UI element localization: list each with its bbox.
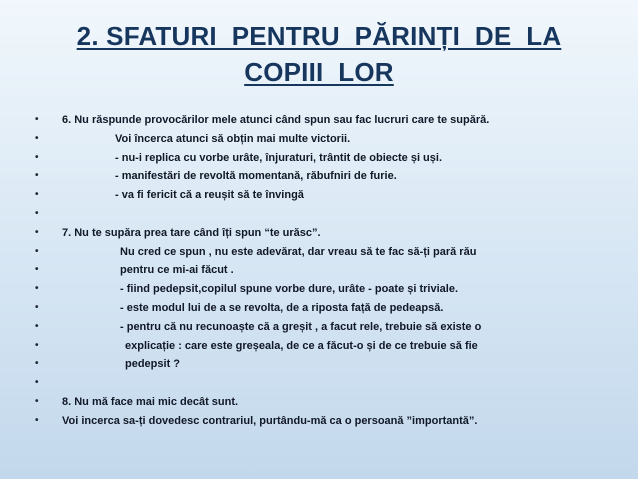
bullet-icon: •	[35, 226, 39, 238]
slide-title	[30, 18, 608, 90]
bullet-icon: •	[35, 207, 39, 219]
bullet-text: 6. Nu răspunde provocărilor mele atunci când spun sau fac lucruri care te supără.	[62, 114, 490, 126]
bullet-icon: •	[35, 245, 39, 257]
list-item	[0, 243, 638, 262]
bullet-icon: •	[35, 170, 39, 182]
bullet-text: Voi incerca sa-ți dovedesc contrariul, purtându-mă ca o persoană ”importantă”.	[62, 414, 478, 427]
title-line-1: 2. SFATURI PENTRU PĂRINȚI DE LA	[76, 21, 562, 51]
bullet-icon: •	[35, 339, 39, 351]
bullet-text: 7. Nu te supăra prea tare când îți spun “te urăsc”.	[62, 226, 321, 239]
bullet-text: pentru ce mi-ai făcut .	[120, 264, 234, 277]
bullet-icon: •	[35, 358, 39, 370]
bullet-icon: •	[35, 377, 39, 389]
bullet-icon: •	[35, 114, 39, 125]
bullet-icon: •	[35, 132, 39, 144]
list-item	[0, 318, 638, 337]
list-item	[0, 224, 638, 243]
bullet-text: 8. Nu mă face mai mic decât sunt.	[62, 395, 239, 408]
list-item	[0, 374, 638, 393]
list-item	[0, 130, 638, 149]
list-item	[0, 261, 638, 280]
title-line-2: COPIII LOR	[244, 57, 394, 87]
list-item	[0, 111, 638, 130]
bullet-icon: •	[35, 301, 39, 313]
list-item	[0, 149, 638, 168]
list-item	[0, 299, 638, 318]
bullet-text: Voi încerca atunci să obțin mai multe victorii.	[115, 132, 351, 145]
bullet-text: pedepsit ?	[125, 358, 181, 371]
bullet-text: - este modul lui de a se revolta, de a riposta față de pedeapsă.	[120, 301, 444, 314]
bullet-list	[0, 111, 638, 431]
list-item	[0, 167, 638, 186]
bullet-text: - nu-i replica cu vorbe urâte, înjuraturi, trântit de obiecte și uși.	[115, 151, 443, 164]
list-item	[0, 412, 638, 431]
bullet-icon: •	[35, 283, 39, 295]
list-item	[0, 393, 638, 412]
bullet-text: - fiind pedepsit,copilul spune vorbe dure, urâte - poate și triviale.	[120, 283, 459, 296]
bullet-icon: •	[35, 151, 39, 163]
bullet-icon: •	[35, 320, 39, 332]
bullet-icon: •	[35, 414, 39, 426]
list-item	[0, 355, 638, 374]
bullet-icon: •	[35, 264, 39, 276]
bullet-text: explicație : care este greșeala, de ce a făcut-o și de ce trebuie să fie	[125, 339, 478, 352]
bullet-text: Nu cred ce spun , nu este adevărat, dar vreau să te fac să-ți pară rău	[120, 245, 477, 258]
bullet-icon: •	[35, 189, 39, 201]
bullet-text: - pentru că nu recunoaște că a greșit , a facut rele, trebuie să existe o	[120, 320, 482, 333]
bullet-icon: •	[35, 395, 39, 407]
list-item	[0, 205, 638, 224]
list-item	[0, 280, 638, 299]
list-item	[0, 337, 638, 356]
bullet-text: - va fi fericit că a reușit să te învingă	[115, 189, 304, 202]
list-item	[0, 186, 638, 205]
bullet-text: - manifestări de revoltă momentană, răbufniri de furie.	[115, 170, 397, 183]
